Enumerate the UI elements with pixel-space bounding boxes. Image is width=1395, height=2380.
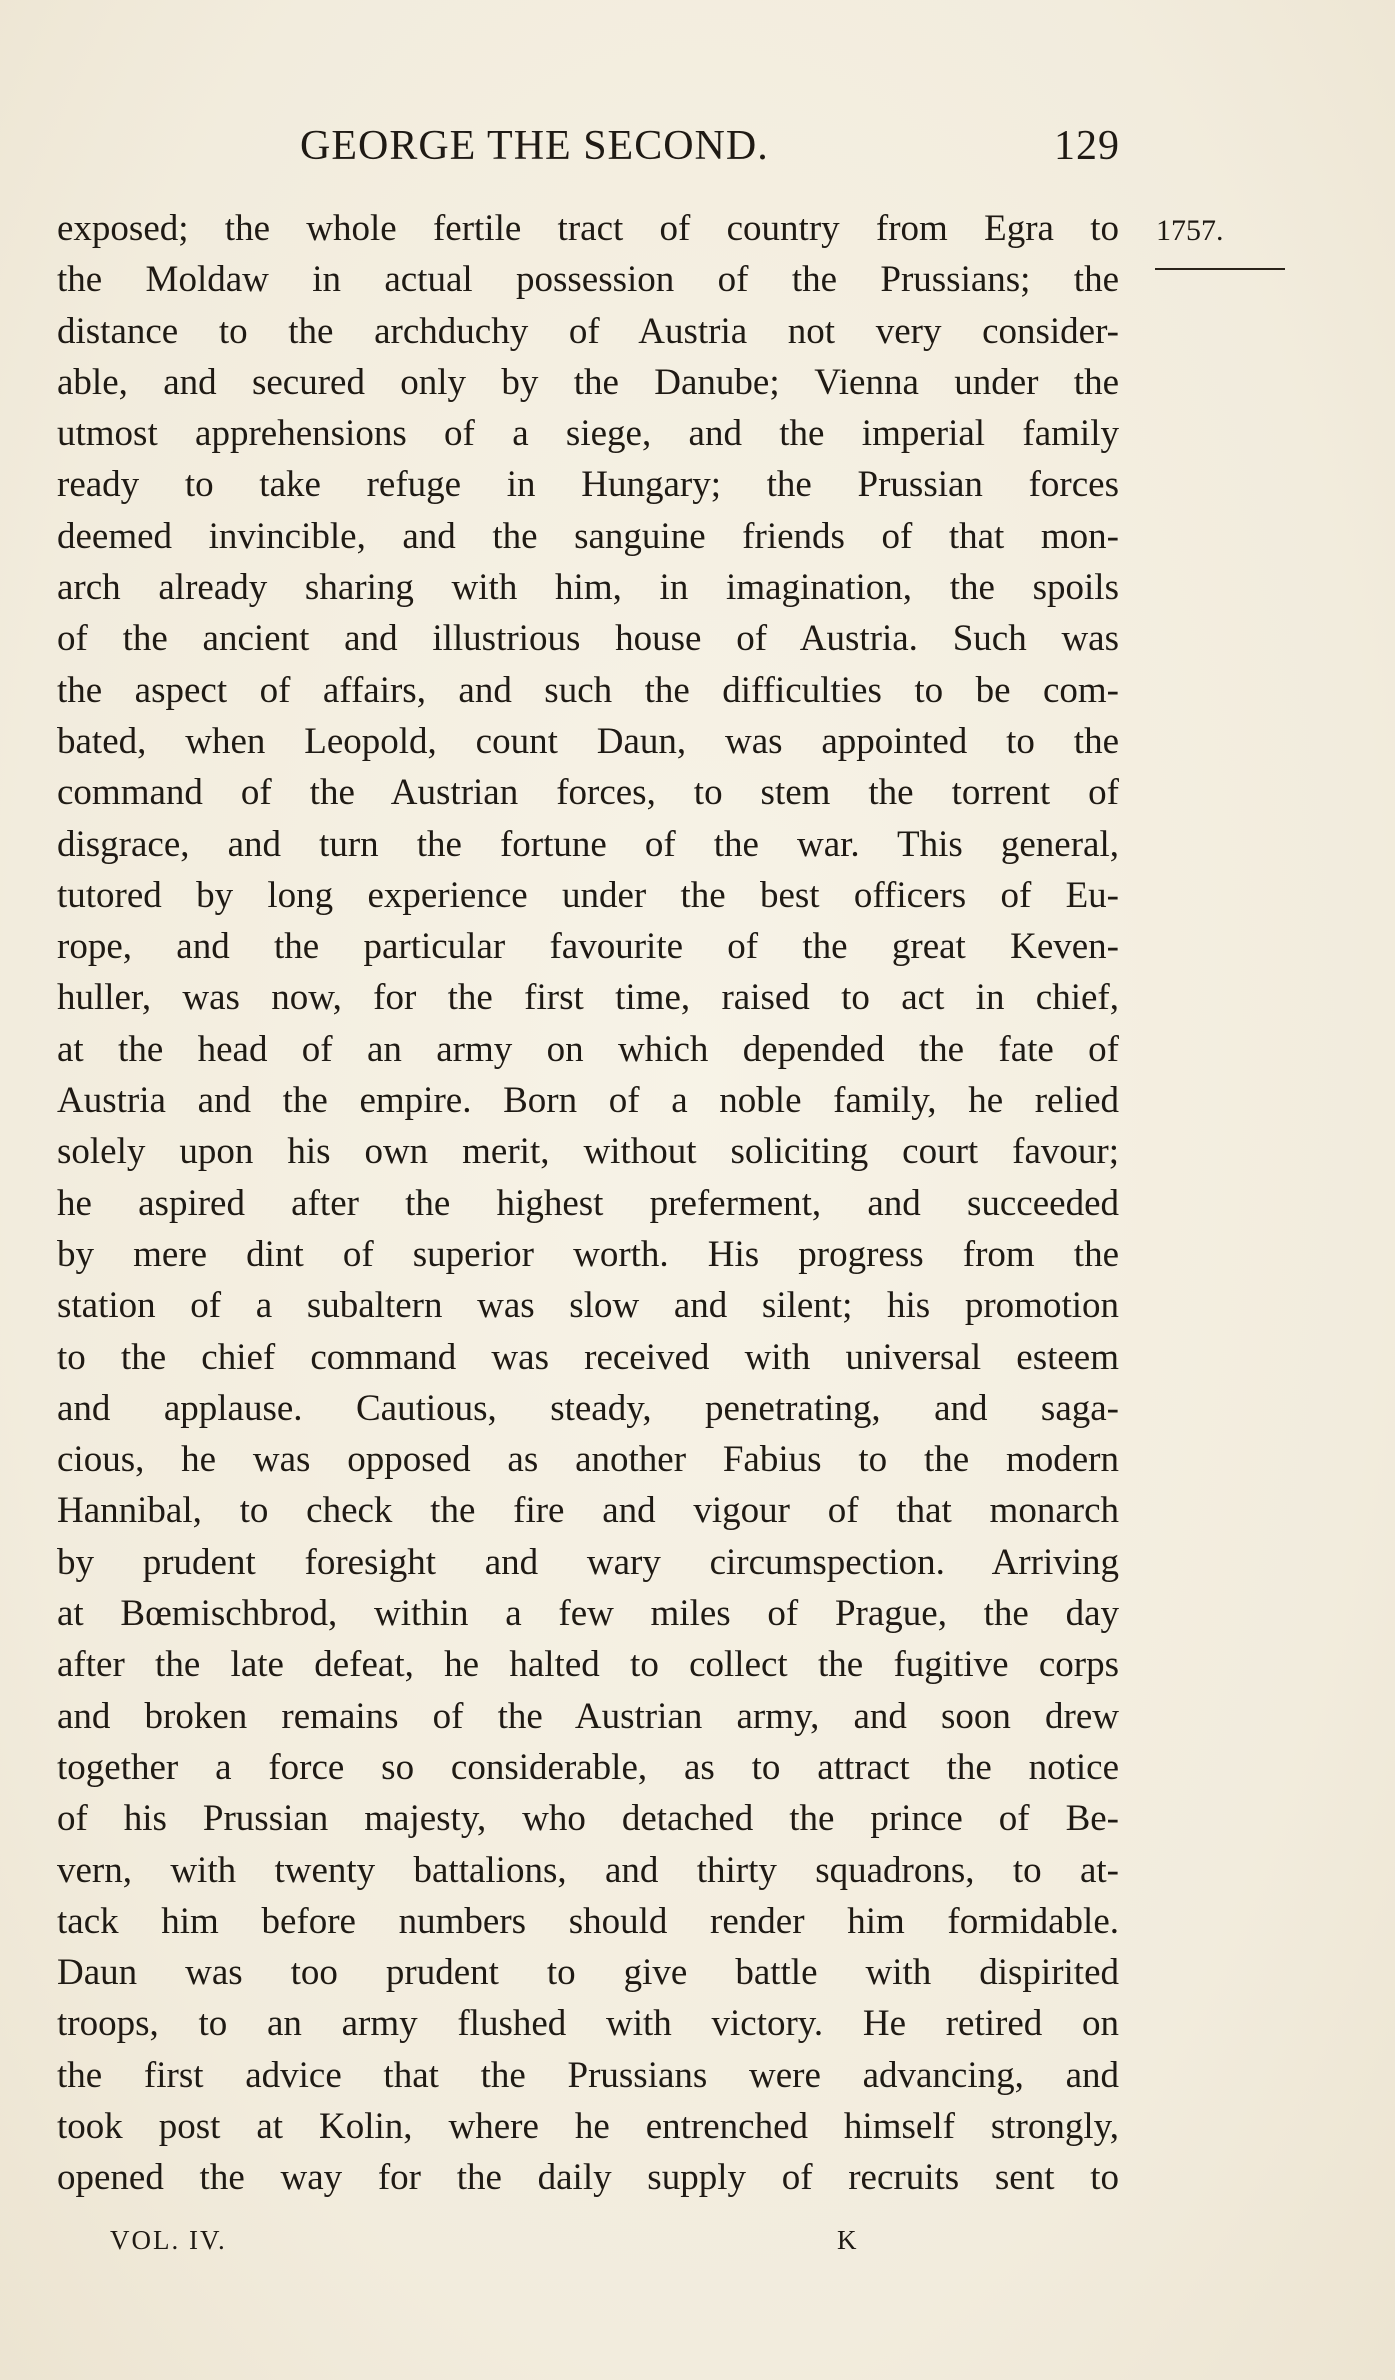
body-text <box>57 203 1119 2204</box>
text-line: Hannibal, to check the fire and vigour of that monarch <box>57 1490 1119 1532</box>
text-line: took post at Kolin, where he entrenched himself strongly, <box>57 2105 1119 2147</box>
text-line: he aspired after the highest preferment, and succeeded <box>57 1182 1119 1224</box>
text-line: huller, was now, for the first time, raised to act in chief, <box>57 977 1119 1019</box>
text-line: rope, and the particular favourite of the great Keven- <box>57 926 1119 968</box>
text-line: to the chief command was received with universal esteem <box>57 1336 1119 1378</box>
text-line: deemed invincible, and the sanguine friends of that mon- <box>57 515 1119 557</box>
text-line: exposed; the whole fertile tract of country from Egra to <box>57 208 1119 249</box>
text-line: opened the way for the daily supply of recruits sent to <box>57 2157 1119 2199</box>
text-line: ready to take refuge in Hungary; the Prussian forces <box>57 464 1119 506</box>
volume-label: VOL. IV. <box>110 2225 227 2255</box>
text-line: utmost apprehensions of a siege, and the imperial family <box>57 413 1119 455</box>
signature-mark: K <box>837 2225 859 2255</box>
text-line: at the head of an army on which depended the fate of <box>57 1028 1119 1070</box>
text-line: bated, when Leopold, count Daun, was appointed to the <box>57 720 1119 762</box>
text-line: distance to the archduchy of Austria not very consider- <box>57 310 1119 352</box>
text-line: and applause. Cautious, steady, penetrating, and saga- <box>57 1387 1119 1429</box>
text-line: arch already sharing with him, in imagination, the spoils <box>57 567 1119 609</box>
page-footer <box>110 2225 870 2265</box>
running-head <box>300 122 1120 172</box>
text-line: Daun was too prudent to give battle with dispirited <box>57 1952 1119 1994</box>
text-line: solely upon his own merit, without soliciting court favour; <box>57 1131 1119 1173</box>
text-line: the aspect of affairs, and such the difficulties to be com- <box>57 669 1119 711</box>
text-line: at Bœmischbrod, within a few miles of Prague, the day <box>57 1593 1119 1635</box>
text-line: the Moldaw in actual possession of the Prussians; the <box>57 259 1119 301</box>
text-line: tutored by long experience under the best officers of Eu- <box>57 874 1119 916</box>
running-title: GEORGE THE SECOND. <box>300 123 769 169</box>
text-line: of his Prussian majesty, who detached the prince of Be- <box>57 1798 1119 1840</box>
text-line: vern, with twenty battalions, and thirty squadrons, to at- <box>57 1849 1119 1891</box>
text-line: able, and secured only by the Danube; Vienna under the <box>57 361 1119 403</box>
text-line: station of a subaltern was slow and silent; his promotion <box>57 1285 1119 1327</box>
page-number: 129 <box>1054 123 1120 169</box>
text-line: the first advice that the Prussians were advancing, and <box>57 2054 1119 2096</box>
text-line: and broken remains of the Austrian army, and soon drew <box>57 1695 1119 1737</box>
text-line: tack him before numbers should render him formidable. <box>57 1900 1119 1942</box>
text-line: disgrace, and turn the fortune of the war. This general, <box>57 823 1119 865</box>
margin-rule <box>1155 268 1285 270</box>
text-line: command of the Austrian forces, to stem the torrent of <box>57 772 1119 814</box>
text-line: by mere dint of superior worth. His progress from the <box>57 1233 1119 1275</box>
text-line: by prudent foresight and wary circumspection. Arriving <box>57 1541 1119 1583</box>
text-line: together a force so considerable, as to attract the notice <box>57 1746 1119 1788</box>
text-line: troops, to an army flushed with victory. He retired on <box>57 2003 1119 2045</box>
text-line: cious, he was opposed as another Fabius to the modern <box>57 1439 1119 1481</box>
margin-year-note: 1757. <box>1156 214 1224 247</box>
text-line: after the late defeat, he halted to collect the fugitive corps <box>57 1644 1119 1686</box>
text-line: of the ancient and illustrious house of Austria. Such was <box>57 618 1119 660</box>
text-line: Austria and the empire. Born of a noble family, he relied <box>57 1080 1119 1122</box>
